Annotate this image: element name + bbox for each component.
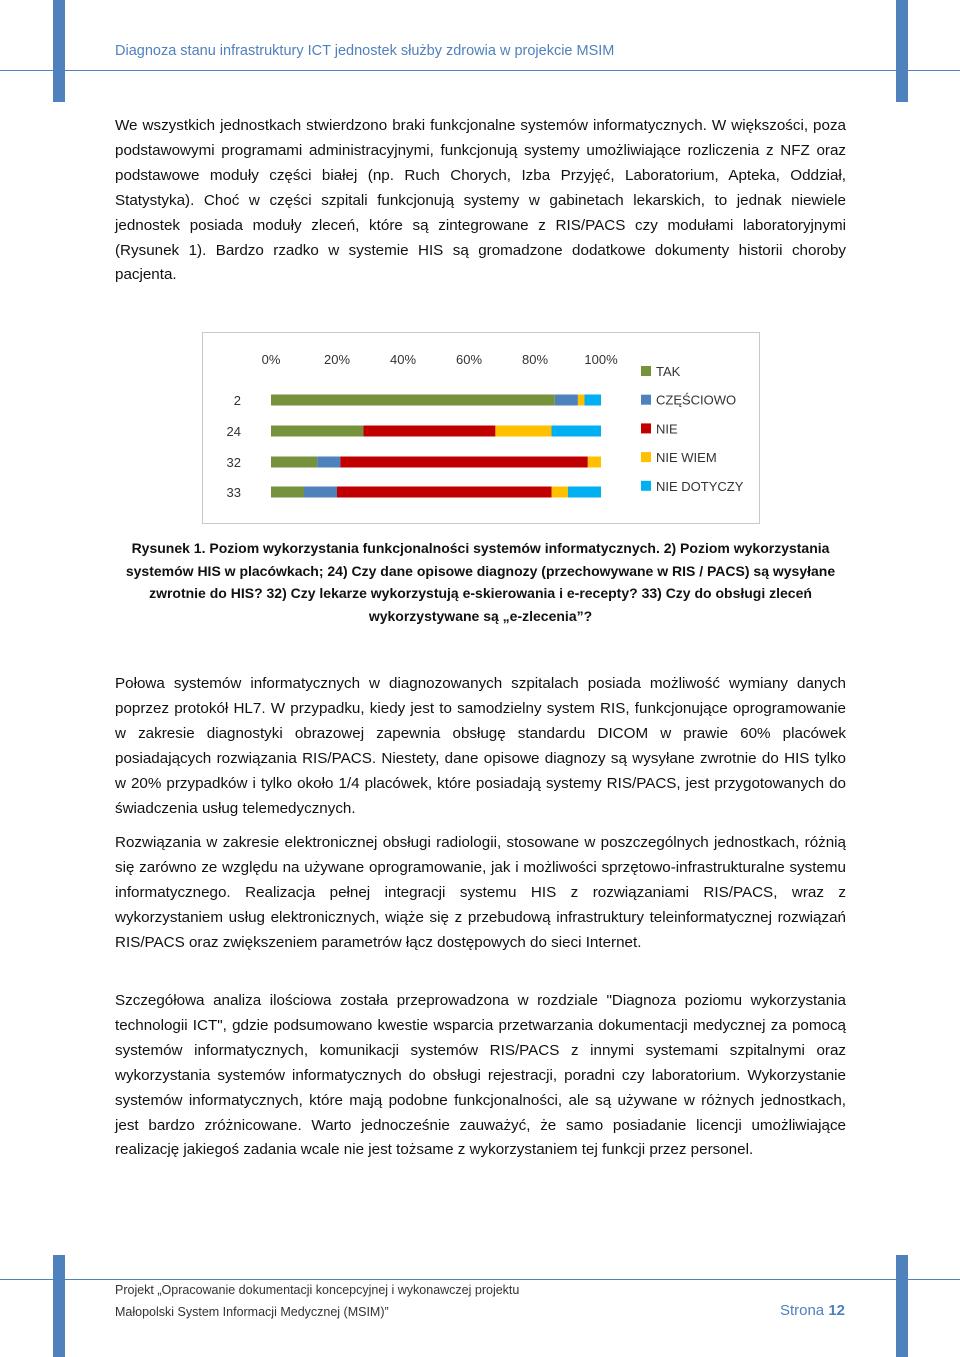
bar-segment bbox=[271, 457, 317, 468]
header-right-accent-bar bbox=[896, 0, 908, 102]
bar-segment bbox=[317, 457, 340, 468]
legend-swatch bbox=[641, 452, 651, 462]
x-tick-label: 60% bbox=[455, 352, 483, 367]
footer-rule bbox=[0, 1279, 960, 1280]
bar-segment bbox=[271, 395, 555, 406]
bar-segment bbox=[552, 426, 602, 437]
legend-swatch bbox=[641, 481, 651, 491]
x-tick-label: 0% bbox=[261, 352, 281, 367]
bar-segment bbox=[363, 426, 495, 437]
category-label: 33 bbox=[226, 485, 241, 500]
bar-segment bbox=[495, 426, 551, 437]
bar-segment bbox=[304, 487, 337, 498]
stacked-bar-chart bbox=[203, 333, 759, 523]
header-left-accent-bar bbox=[53, 0, 65, 102]
footer-left-accent-bar bbox=[53, 1255, 65, 1357]
page-label: Strona bbox=[779, 1302, 825, 1319]
x-tick-label: 80% bbox=[521, 352, 549, 367]
bar-segment bbox=[271, 487, 304, 498]
paragraph-4: Szczegółowa analiza ilościowa została przeprowadzona w rozdziale "Diagnoza poziomu wykorzystania technologii ICT", gdzie podsumowano kwestie wsparcia przetwarzania dokumentacji medycznej za pomocą systemów informatycznych, komunikacji systemów RIS/PACS z innymi systemami szpitalnymi oraz wykorzystania systemów informatycznych do obsługi rejestracji, poradni czy laboratorium. Wykorzystanie systemów informatycznych, które mają podobne funkcjonalności, ale są używane w różnych jednostkach, jest bardzo zróżnicowane. Warto jednocześnie zauważyć, że samo posiadanie licencji umożliwiające realizację jakiegoś zadania wcale nie jest tożsame z wykorzystaniem tej funkcji przez personel. bbox=[115, 992, 846, 1159]
header-rule bbox=[0, 70, 960, 71]
header-title: Diagnoza stanu infrastruktury ICT jednostek służby zdrowia w projekcie MSIM bbox=[115, 43, 615, 59]
bar-segment bbox=[340, 457, 588, 468]
paragraph-3: Rozwiązania w zakresie elektronicznej obsługi radiologii, stosowane w poszczególnych jednostkach, różnią się zarówno ze względu na używane oprogramowanie, jak i możliwości sprzętowo-infrastrukturalne systemu informatycznego. Realizacja pełnej integracji systemu HIS z rozwiązaniami RIS/PACS, wraz z wykorzystaniem usług elektronicznych, wiąże się z przebudową infrastruktury teleinformatycznej rozwiązań RIS/PACS oraz zwiększeniem parametrów łącz dostępowych do sieci Internet. bbox=[115, 834, 846, 951]
legend-swatch bbox=[641, 366, 651, 376]
legend-label: TAK bbox=[656, 364, 681, 379]
legend-swatch bbox=[641, 423, 651, 433]
paragraph-2: Połowa systemów informatycznych w diagnozowanych szpitalach posiada możliwość wymiany danych poprzez protokół HL7. W przypadku, kiedy jest to samodzielny system RIS, funkcjonujące oprogramowanie w zakresie diagnostyki obrazowej zapewnia obsługę standardu DICOM w prawie 60% placówek posiadających rozwiązania RIS/PACS. Niestety, dane opisowe diagnozy są wysyłane zwrotnie do HIS tylko w 20% przypadków i tylko około 1/4 placówek, które posiadają systemy RIS/PACS, jest przygotowanych do świadczenia usług telemedycznych. bbox=[115, 675, 846, 817]
bar-segment bbox=[271, 426, 363, 437]
bar-segment bbox=[588, 457, 601, 468]
legend-label: CZĘŚCIOWO bbox=[656, 392, 737, 408]
paragraph-1: We wszystkich jednostkach stwierdzono braki funkcjonalne systemów informatycznych. W większości, poza podstawowymi programami administracyjnymi, funkcjonują systemy umożliwiające rozliczenia z NFZ oraz podstawowe moduły części białej (np. Ruch Chorych, Izba Przyjęć, Laboratorium, Apteka, Oddział, Statystyka). Choć w części szpitali funkcjonują systemy w gabinetach lekarskich, to jednak niewiele jednostek posiada moduły zleceń, które są zintegrowane z RIS/PACS czy modułami laboratoryjnymi (Rysunek 1). Bardzo rzadko w systemie HIS są gromadzone dodatkowe dokumenty historii choroby pacjenta. bbox=[115, 117, 846, 284]
legend-swatch bbox=[641, 395, 651, 405]
bar-segment bbox=[585, 395, 602, 406]
page-number-value: 12 bbox=[828, 1302, 845, 1319]
bar-segment bbox=[552, 487, 569, 498]
x-tick-label: 40% bbox=[389, 352, 417, 367]
x-tick-label: 100% bbox=[584, 352, 618, 367]
category-label: 24 bbox=[226, 424, 241, 439]
page-number bbox=[780, 1302, 845, 1319]
bar-segment bbox=[555, 395, 578, 406]
footer-right-accent-bar bbox=[896, 1255, 908, 1357]
figure-caption: Rysunek 1. Poziom wykorzystania funkcjonalności systemów informatycznych. 2) Poziom wykorzystania systemów HIS w placówkach; 24) Czy dane opisowe diagnozy (przechowywane w RIS / PACS) są wysyłane zwrotnie do HIS? 32) Czy lekarze wykorzystują e-skierowania i e-recepty? 33) Czy do obsługi zleceń wykorzystywane są „e-zlecenia”? bbox=[125, 540, 836, 624]
category-label: 32 bbox=[226, 455, 241, 470]
legend-label: NIE DOTYCZY bbox=[656, 478, 744, 494]
bar-segment bbox=[337, 487, 552, 498]
legend-label: NIE WIEM bbox=[656, 450, 717, 466]
bar-segment bbox=[568, 487, 601, 498]
bar-segment bbox=[578, 395, 585, 406]
chart-frame bbox=[202, 332, 760, 524]
legend-label: NIE bbox=[656, 421, 678, 437]
category-label: 2 bbox=[233, 393, 241, 408]
footer-project-line-1: Projekt „Opracowanie dokumentacji koncepcyjnej i wykonawczej projektu bbox=[115, 1283, 520, 1297]
x-tick-label: 20% bbox=[323, 352, 351, 367]
footer-project-line-2: Małopolski System Informacji Medycznej (MSIM)” bbox=[115, 1305, 389, 1319]
